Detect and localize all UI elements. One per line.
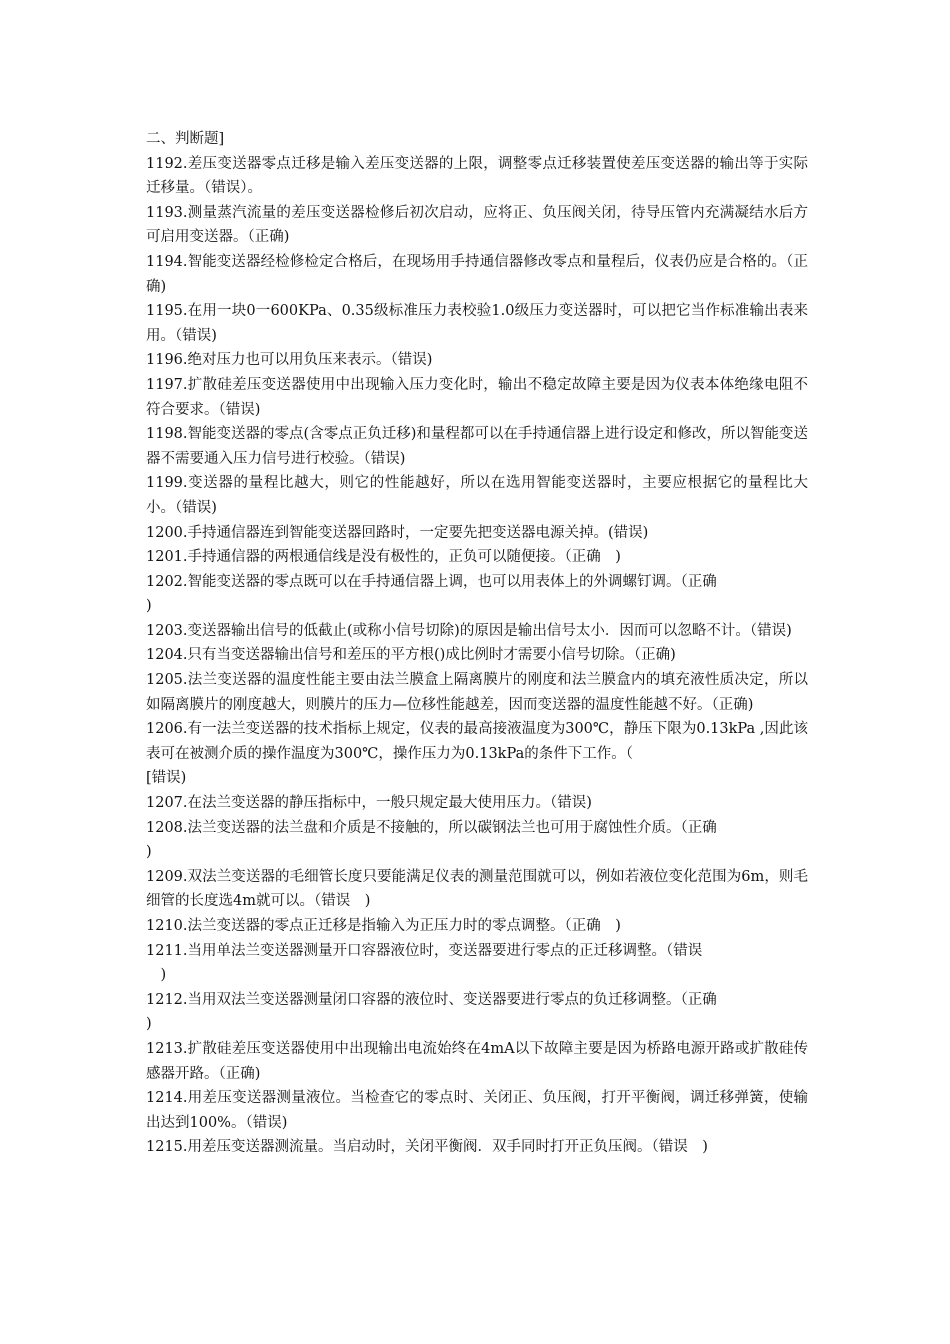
question-1213: 1213.扩散硅差压变送器使用中出现输出电流始终在4mA以下故障主要是因为桥路电源开路或扩散硅传感器开路。（正确): [146, 1040, 808, 1082]
question-1209: 1209.双法兰变送器的毛细管长度只要能满足仪表的测量范围就可以，例如若液位变化范围为6m，则毛细管的长度选4m就可以。（错误 ): [146, 868, 808, 910]
question-1207: 1207.在法兰变送器的静压指标中，一般只规定最大使用压力。（错误): [146, 795, 592, 812]
question-1214: 1214.用差压变送器测量液位。当检查它的零点时、关闭正、负压阀，打开平衡阀，调迁移弹簧，使输出达到100%。（错误): [146, 1090, 808, 1131]
question-1212: 1212.当用双法兰变送器测量闭口容器的液位时、变送器要进行零点的负迁移调整。（正确 ): [146, 991, 717, 1033]
question-1201: 1201.手持通信器的两根通信线是没有极性的，正负可以随便接。（正确 ): [146, 549, 621, 566]
question-1197: 1197.扩散硅差压变送器使用中出现输入压力变化时，输出不稳定故障主要是因为仪表本体绝缘电阻不符合要求。（错误): [146, 376, 808, 418]
question-1202: 1202.智能变送器的零点既可以在手持通信器上调，也可以用表体上的外调螺钉调。（正确 ): [146, 573, 717, 615]
question-1210: 1210.法兰变送器的零点正迁移是指输入为正压力时的零点调整。（正确 ): [146, 918, 621, 934]
question-1193: 1193.测量蒸汽流量的差压变送器检修后初次启动，应将正、负压阀关闭，待导压管内充满凝结水后方可启用变送器。（正确): [146, 204, 808, 246]
question-1203: 1203.变送器输出信号的低截止(或称小信号切除)的原因是输出信号太小．因而可以忽略不计。（错误): [146, 622, 792, 639]
question-1211: 1211.当用单法兰变送器测量开口容器液位时，变送器要进行零点的正迁移调整。（错误 ): [146, 942, 703, 984]
question-1196: 1196.绝对压力也可以用负压来表示。（错误): [146, 352, 433, 369]
section-title: 二、判断题]: [146, 131, 225, 147]
question-1195: 1195.在用一块0一600KPa、0.35级标准压力表校验1.0级压力变送器时，可以把它当作标准输出表来用。（错误): [146, 303, 808, 344]
question-1200: 1200.手持通信器连到智能变送器回路时，一定要先把变送器电源关掉。(错误): [146, 524, 649, 541]
question-1194: 1194.智能变送器经检修检定合格后，在现场用手持通信器修改零点和量程后，仪表仍应是合格的。（正确): [146, 253, 808, 295]
question-1215: 1215.用差压变送器测流量。当启动时，关闭平衡阀．双手同时打开正负压阀。（错误 ): [146, 1139, 708, 1156]
question-1208: 1208.法兰变送器的法兰盘和介质是不接触的，所以碳钢法兰也可用于腐蚀性介质。（正确 ): [146, 819, 717, 861]
question-1206: 1206.有一法兰变送器的技术指标上规定，仪表的最高接液温度为300℃，静压下限为0.13kPa ,因此该表可在被测介质的操作温度为300℃，操作压力为0.13kPa的条件下工作。（ [错误): [146, 721, 808, 787]
question-1205: 1205.法兰变送器的温度性能主要由法兰膜盒上隔离膜片的刚度和法兰膜盒内的填充液性质决定，所以如隔离膜片的刚度越大，则膜片的压力—位移性能越差，因而变送器的温度性能越不好。（正确): [146, 672, 808, 713]
question-1204: 1204.只有当变送器输出信号和差压的平方根()成比例时才需要小信号切除。（正确): [146, 647, 676, 664]
question-1199: 1199.变送器的量程比越大，则它的性能越好，所以在选用智能变送器时，主要应根据它的量程比大小。（错误): [146, 475, 808, 516]
document-page: [146, 127, 808, 1160]
question-1192: 1192.差压变送器零点迁移是输入差压变送器的上限，调整零点迁移装置使差压变送器的输出等于实际迁移量。（错误）。: [146, 155, 808, 197]
question-1198: 1198.智能变送器的零点(含零点正负迁移)和量程都可以在手持通信器上进行设定和修改，所以智能变送器不需要通入压力信号进行校验。（错误): [146, 426, 808, 467]
